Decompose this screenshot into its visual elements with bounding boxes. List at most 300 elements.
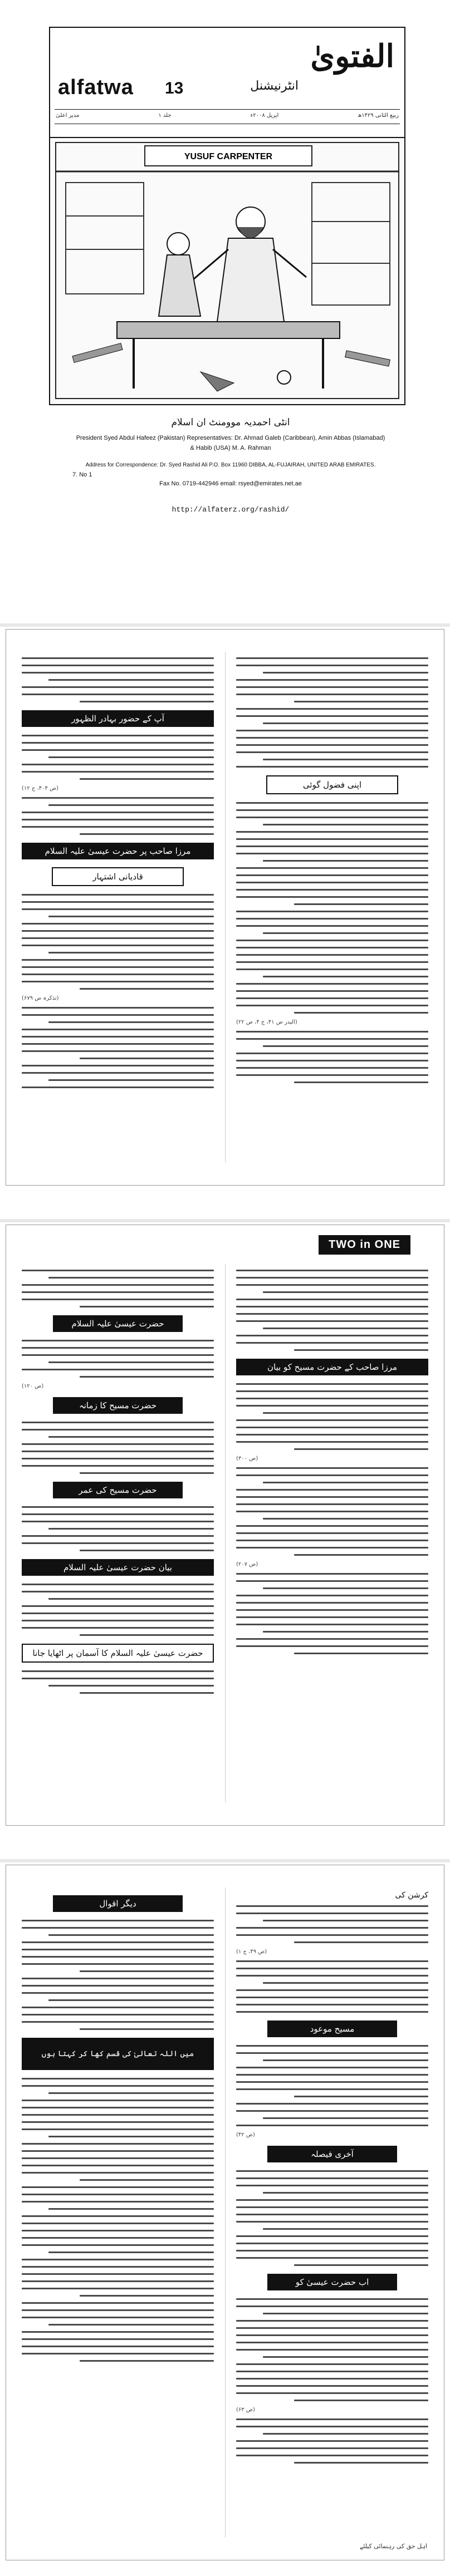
text-line <box>48 1021 214 1023</box>
column-divider <box>225 652 226 1163</box>
text-line <box>48 756 214 758</box>
text-line <box>22 1963 214 1965</box>
text-line <box>263 1412 428 1414</box>
text-line <box>48 804 214 806</box>
page-4 <box>6 1865 444 2560</box>
text-line <box>236 1511 428 1512</box>
page2-left-column <box>22 652 214 1094</box>
text-line <box>80 1970 214 1972</box>
text-line <box>263 1982 428 1984</box>
text-line <box>236 831 428 833</box>
text-line <box>22 974 214 975</box>
page4-heading-1: کرشن کی <box>395 1891 428 1900</box>
text-line <box>236 1467 428 1469</box>
text-line <box>236 1573 428 1575</box>
text-line <box>294 1941 429 1943</box>
page2-heading-1: آپ کے حضور بہادر الظہور <box>22 710 214 727</box>
text-line <box>22 2150 214 2152</box>
text-line <box>22 2230 214 2231</box>
text-line <box>22 908 214 910</box>
text-line <box>263 722 428 724</box>
text-line <box>263 1328 428 1329</box>
page3-heading-4: حضرت مسیح کی عمر <box>53 1482 183 1498</box>
text-line <box>22 1949 214 1950</box>
text-line <box>294 2264 429 2266</box>
text-line <box>236 961 428 963</box>
text-line <box>22 901 214 903</box>
text-line <box>263 932 428 934</box>
text-line <box>48 1277 214 1279</box>
text-line <box>236 2342 428 2343</box>
text-line <box>236 1638 428 1640</box>
page-2 <box>6 629 444 1186</box>
text-line <box>236 2320 428 2322</box>
text-line <box>263 672 428 674</box>
address-line: Address for Correspondence: Dr. Syed Rashid Ali P.O. Box 11960 DIBBA, AL-FUJAIRAH, UNITED ARAB EMIRATES. <box>85 462 376 468</box>
text-line <box>80 701 214 702</box>
text-line <box>236 1616 428 1618</box>
text-line <box>236 1441 428 1443</box>
masthead-info-3: جلد ۱ <box>158 112 172 119</box>
text-line <box>236 1335 428 1336</box>
text-line <box>22 735 214 736</box>
text-line <box>22 1521 214 1522</box>
text-line <box>236 1989 428 1991</box>
text-line <box>22 1014 214 1016</box>
text-line <box>294 1081 429 1083</box>
text-line <box>236 2088 428 2090</box>
text-line <box>48 1361 214 1363</box>
page3-ref-1: (ص ۱۲۰) <box>22 1383 44 1389</box>
text-line <box>22 1284 214 1286</box>
text-line <box>22 1451 214 1452</box>
page4-ref-2: (ص ۴۲) <box>236 2132 255 2138</box>
text-line <box>22 1087 214 1088</box>
text-line <box>22 2338 214 2340</box>
text-line <box>22 930 214 932</box>
text-line <box>236 1602 428 1604</box>
text-line <box>80 833 214 835</box>
text-line <box>22 1369 214 1370</box>
text-line <box>294 2400 429 2401</box>
text-line <box>236 686 428 688</box>
text-line <box>22 2280 214 2282</box>
page2-ref-1: (ص ۴۰۴، ج ۱۲) <box>22 785 59 792</box>
text-line <box>22 657 214 659</box>
text-line <box>22 2215 214 2217</box>
text-line <box>294 1653 429 1654</box>
text-line <box>236 2235 428 2237</box>
text-line <box>236 2052 428 2054</box>
text-line <box>236 2206 428 2208</box>
text-line <box>80 1550 214 1551</box>
text-line <box>80 1058 214 1059</box>
page4-heading-4: آخری فیصلہ <box>267 2146 398 2162</box>
text-line <box>22 2014 214 2015</box>
text-line <box>236 1277 428 1279</box>
text-line <box>22 1354 214 1356</box>
text-line <box>236 2305 428 2307</box>
text-line <box>236 1580 428 1582</box>
text-line <box>236 2250 428 2251</box>
text-line <box>236 1320 428 1322</box>
text-line <box>22 945 214 946</box>
text-line <box>236 2177 428 2179</box>
text-line <box>22 2172 214 2174</box>
text-line <box>22 1291 214 1293</box>
text-line <box>22 1465 214 1467</box>
text-line <box>236 1270 428 1271</box>
masthead-rule <box>55 109 400 110</box>
text-line <box>263 2117 428 2119</box>
text-line <box>236 1532 428 1534</box>
text-line <box>48 1079 214 1081</box>
text-line <box>236 940 428 941</box>
text-line <box>236 2447 428 2449</box>
text-line <box>236 1595 428 1596</box>
text-line <box>22 2165 214 2166</box>
text-line <box>22 2302 214 2304</box>
text-line <box>263 2433 428 2435</box>
page2-heading-2: مرزا صاحب پر حضرت عیسیٰ علیہ السلام <box>22 843 214 859</box>
text-line <box>236 947 428 948</box>
text-line <box>236 1405 428 1407</box>
text-line <box>22 1443 214 1445</box>
page3-right-column <box>236 1264 428 1660</box>
two-in-one-badge: TWO in ONE <box>319 1235 410 1255</box>
text-line <box>22 1627 214 1629</box>
text-line <box>236 1905 428 1907</box>
text-line <box>263 2192 428 2194</box>
text-line <box>22 1678 214 1679</box>
text-line <box>236 867 428 869</box>
text-line <box>22 2317 214 2318</box>
text-line <box>236 1038 428 1040</box>
text-line <box>48 1999 214 2001</box>
text-line <box>236 2363 428 2365</box>
text-line <box>22 1670 214 1672</box>
text-line <box>236 1609 428 1611</box>
text-line <box>22 1340 214 1341</box>
text-line <box>22 2007 214 2008</box>
text-line <box>80 1472 214 1474</box>
text-line <box>263 860 428 862</box>
page4-right-column <box>236 1887 428 2469</box>
text-line <box>80 2295 214 2297</box>
text-line <box>22 672 214 674</box>
text-line <box>22 1065 214 1066</box>
text-line <box>22 2346 214 2347</box>
text-line <box>22 1535 214 1537</box>
text-line <box>22 1985 214 1987</box>
president-line-2: & Habib (USA) M. A. Rahman <box>190 445 271 451</box>
text-line <box>236 665 428 666</box>
text-line <box>236 2199 428 2201</box>
text-line <box>236 845 428 847</box>
text-line <box>236 997 428 999</box>
page-3 <box>6 1225 444 1826</box>
text-line <box>294 701 429 702</box>
text-line <box>22 2288 214 2289</box>
text-line <box>236 1525 428 1527</box>
text-line <box>80 1376 214 1378</box>
page-separator <box>0 1219 450 1222</box>
text-line <box>236 918 428 920</box>
masthead-info-1: ربیع الثانی ۱۴۲۹ھ <box>358 112 399 119</box>
text-line <box>263 824 428 825</box>
text-line <box>22 1542 214 1544</box>
text-line <box>22 2085 214 2087</box>
text-line <box>22 1591 214 1592</box>
text-line <box>236 896 428 898</box>
text-line <box>236 1306 428 1307</box>
text-line <box>22 1422 214 1423</box>
text-line <box>263 1291 428 1293</box>
page3-ref-2: (ص ۳۰۰) <box>236 1456 258 1462</box>
page4-ref-3: (ص ۶۳) <box>236 2407 255 2413</box>
text-line <box>22 2223 214 2224</box>
page3-heading-6: حضرت عیسیٰ علیہ السلام کا آسمان پر اٹھایا جانا <box>22 1644 214 1663</box>
text-line <box>236 817 428 818</box>
text-line <box>236 1645 428 1647</box>
text-line <box>22 923 214 925</box>
text-line <box>236 1927 428 1929</box>
masthead <box>49 27 405 138</box>
text-line <box>22 1299 214 1300</box>
page4-heading-2: دیگر اقوال <box>53 1895 183 1912</box>
text-line <box>236 838 428 840</box>
page2-right-column <box>236 652 428 1089</box>
text-line <box>236 1390 428 1392</box>
text-line <box>236 1540 428 1541</box>
text-line <box>22 771 214 773</box>
text-line <box>236 1547 428 1548</box>
text-line <box>236 2110 428 2112</box>
text-line <box>236 954 428 956</box>
text-line <box>294 1349 429 1351</box>
text-line <box>22 1458 214 1459</box>
text-line <box>22 1007 214 1009</box>
page-separator <box>0 1859 450 1862</box>
text-line <box>236 657 428 659</box>
text-line <box>294 1554 429 1556</box>
text-line <box>236 2327 428 2329</box>
text-line <box>236 1496 428 1498</box>
column-divider <box>225 1264 226 1803</box>
text-line <box>263 1631 428 1633</box>
shop-sign-text: YUSUF CARPENTER <box>184 152 273 161</box>
text-line <box>236 1489 428 1491</box>
text-line <box>22 2078 214 2080</box>
text-line <box>236 1060 428 1061</box>
text-line <box>80 2360 214 2362</box>
text-line <box>263 1045 428 1047</box>
text-line <box>263 2313 428 2314</box>
text-line <box>236 911 428 912</box>
text-line <box>22 1072 214 1074</box>
text-line <box>22 1941 214 1943</box>
page-separator <box>0 623 450 627</box>
text-line <box>236 853 428 854</box>
title-urdu-subtitle: انٹرنیشنل <box>250 79 299 93</box>
text-line <box>80 2028 214 2030</box>
text-line <box>80 1692 214 1694</box>
text-line <box>236 1074 428 1076</box>
text-line <box>22 1513 214 1515</box>
text-line <box>236 2257 428 2259</box>
text-line <box>22 2121 214 2123</box>
text-line <box>22 2201 214 2203</box>
text-line <box>236 744 428 746</box>
text-line <box>22 2353 214 2354</box>
text-line <box>236 2185 428 2186</box>
text-line <box>236 1960 428 1962</box>
text-line <box>22 2186 214 2188</box>
text-line <box>236 2385 428 2387</box>
text-line <box>236 1313 428 1315</box>
text-line <box>236 2334 428 2336</box>
text-line <box>294 1448 429 1450</box>
page3-heading-1: حضرت عیسیٰ علیہ السلام <box>53 1315 183 1332</box>
text-line <box>22 1584 214 1585</box>
page3-heading-5: بیان حضرت عیسیٰ علیہ السلام <box>22 1559 214 1576</box>
text-line <box>236 925 428 927</box>
volume-line: 7. No 1 <box>72 471 92 478</box>
text-line <box>22 981 214 982</box>
text-line <box>263 1482 428 1483</box>
text-line <box>236 2103 428 2105</box>
text-line <box>22 1347 214 1349</box>
page4-left-column <box>22 1887 214 2367</box>
text-line <box>48 2208 214 2210</box>
text-line <box>236 715 428 717</box>
page4-quote-box: میں اللہ تعالیٰ کی قسم کھا کر کہتا ہوں <box>22 2038 214 2070</box>
text-line <box>236 1383 428 1385</box>
text-line <box>22 2100 214 2101</box>
text-line <box>48 2324 214 2326</box>
page4-heading-5: اب حضرت عیسیٰ کو <box>267 2274 398 2290</box>
text-line <box>22 1956 214 1958</box>
text-line <box>80 1306 214 1307</box>
text-line <box>22 2237 214 2239</box>
text-line <box>48 2136 214 2137</box>
text-line <box>236 1005 428 1006</box>
text-line <box>236 708 428 710</box>
text-line <box>236 679 428 681</box>
text-line <box>236 1398 428 1399</box>
text-line <box>22 1978 214 1979</box>
text-line <box>236 2243 428 2244</box>
text-line <box>236 983 428 985</box>
text-line <box>236 809 428 811</box>
text-line <box>263 2059 428 2061</box>
text-line <box>236 2298 428 2300</box>
text-line <box>22 2114 214 2116</box>
text-line <box>22 1613 214 1614</box>
cover-cartoon <box>49 138 405 405</box>
text-line <box>236 2074 428 2076</box>
text-line <box>236 882 428 883</box>
text-line <box>48 1934 214 1936</box>
text-line <box>236 802 428 804</box>
text-line <box>236 1053 428 1054</box>
text-line <box>236 2011 428 2013</box>
page2-ref-2: (تذکرہ ص ۶۷۹) <box>22 995 59 1001</box>
text-line <box>236 1624 428 1625</box>
text-line <box>294 1012 429 1014</box>
text-line <box>22 2194 214 2195</box>
text-line <box>236 2426 428 2427</box>
text-line <box>263 1920 428 1921</box>
text-line <box>236 1975 428 1977</box>
text-line <box>22 1992 214 1994</box>
text-line <box>22 959 214 961</box>
text-line <box>236 2455 428 2456</box>
text-line <box>236 969 428 970</box>
text-line <box>48 1528 214 1530</box>
page3-heading-3: مرزا صاحب کے حضرت مسیح کو بیان <box>236 1359 428 1375</box>
page3-heading-2: حضرت مسیح کا زمانہ <box>53 1397 183 1414</box>
text-line <box>22 1029 214 1030</box>
text-line <box>236 1503 428 1505</box>
text-line <box>236 2081 428 2083</box>
text-line <box>48 1685 214 1687</box>
text-line <box>22 2259 214 2260</box>
website-link[interactable]: http://alfaterz.org/rashid/ <box>172 505 290 514</box>
text-line <box>236 874 428 876</box>
text-line <box>80 2179 214 2181</box>
text-line <box>22 742 214 744</box>
cartoon-illustration <box>50 138 404 404</box>
text-line <box>236 1419 428 1421</box>
text-line <box>22 1620 214 1621</box>
text-line <box>236 2221 428 2223</box>
text-line <box>22 819 214 820</box>
page3-ref-3: (ص ۲۰۷) <box>236 1561 258 1567</box>
text-line <box>263 759 428 760</box>
text-line <box>236 2004 428 2005</box>
text-line <box>48 952 214 953</box>
text-line <box>22 966 214 968</box>
page4-ref-1: (ص ۴۹، ج ۱) <box>236 1949 267 1955</box>
cover-page <box>6 4 444 583</box>
text-line <box>22 2128 214 2130</box>
text-line <box>22 1050 214 1052</box>
text-line <box>22 2309 214 2311</box>
text-line <box>22 1429 214 1430</box>
text-line <box>22 749 214 751</box>
text-line <box>236 2392 428 2394</box>
text-line <box>48 2251 214 2253</box>
masthead-info-2: اپریل ۲۰۰۸ء <box>250 112 279 119</box>
issue-number: 13 <box>165 79 184 97</box>
text-line <box>22 665 214 666</box>
text-line <box>48 679 214 681</box>
text-line <box>236 1342 428 1344</box>
text-line <box>22 2273 214 2275</box>
text-line <box>236 2214 428 2215</box>
text-line <box>236 889 428 891</box>
text-line <box>48 1436 214 1438</box>
page2-ref-3: (البدر ص ۴۱، ج ۴، ص ۲۲) <box>236 1019 297 1025</box>
text-line <box>236 2440 428 2442</box>
text-line <box>236 990 428 992</box>
text-line <box>236 2170 428 2172</box>
title-urdu: الفتویٰ <box>310 38 394 75</box>
text-line <box>22 1036 214 1038</box>
text-line <box>294 903 429 905</box>
text-line <box>236 2067 428 2068</box>
